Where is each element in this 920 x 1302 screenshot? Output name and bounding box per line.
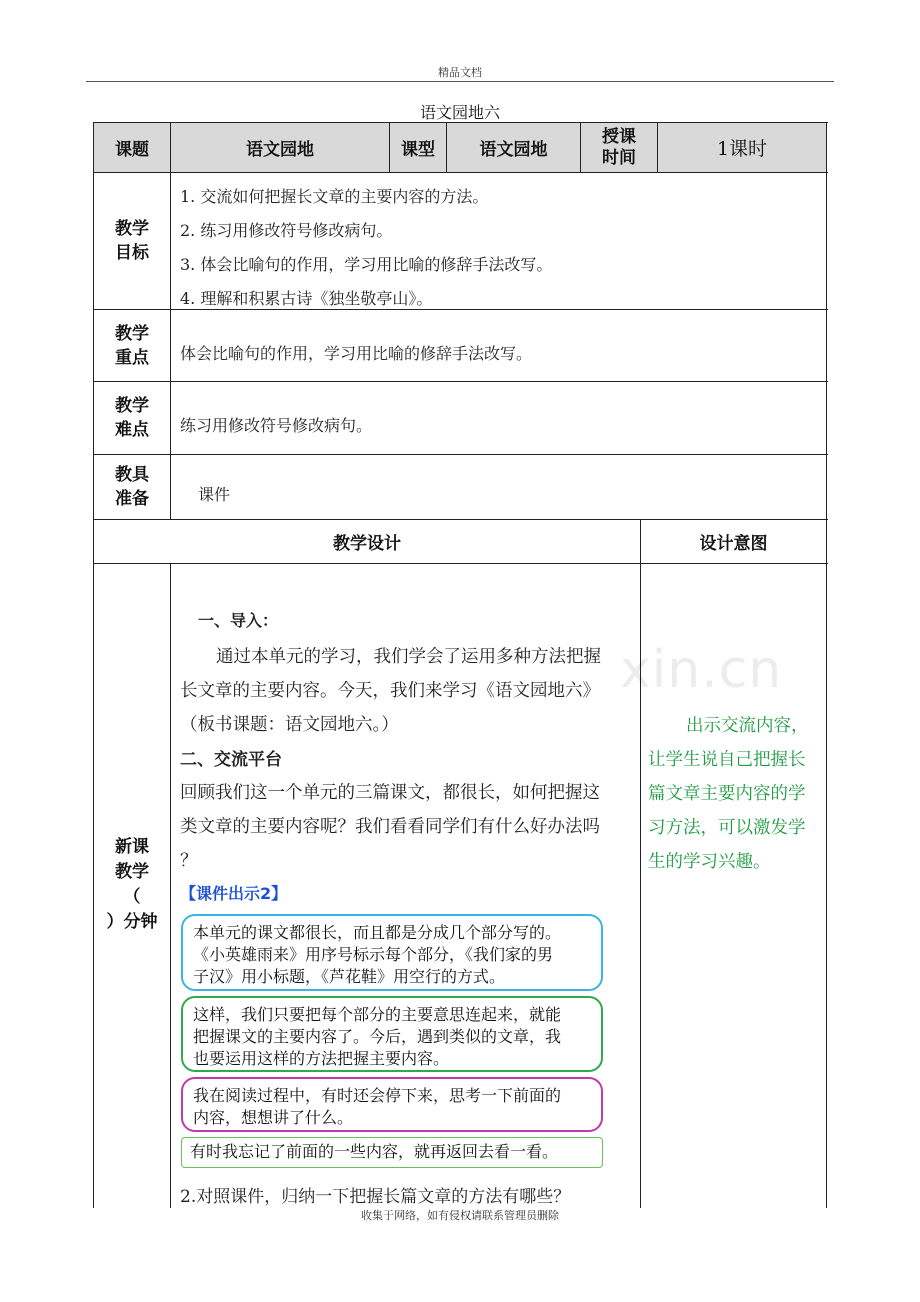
lesson-paragraph-line: ？ [180,851,198,871]
design-header: 教学设计 [333,534,401,554]
table-border [657,122,658,172]
table-border [93,122,94,1208]
cell-time-label: 授课 时间 [581,123,657,172]
cell-type-label: 课型 [390,123,446,172]
table-border [93,454,828,455]
courseware-tag: 【课件出示2】 [180,884,288,903]
table-border [93,309,828,310]
table-border [170,122,171,520]
lesson-paragraph-line: （板书课题：语文园地六。） [180,715,399,735]
label-goals: 教学 目标 [115,219,149,263]
goal-item: 3. 体会比喻句的作用，学习用比喻的修辞手法改写。 [180,255,553,274]
section-exchange-title: 二、交流平台 [180,750,282,770]
intent-header: 设计意图 [699,534,768,554]
table-border [93,563,828,564]
table-border [826,122,827,1208]
lesson-paragraph-line: 通过本单元的学习，我们学会了运用多种方法把握 [216,647,601,667]
cell-topic-value: 语文园地 [171,123,389,172]
page-footer-text: 收集于网络，如有侵权请联系管理员删除 [361,1209,559,1222]
courseware-bubble: 这样，我们只要把每个部分的主要意思连起来，就能 把握课文的主要内容了。今后，遇到类似的文章，我 也要运用这样的方法把握主要内容。 [181,996,603,1072]
courseware-bubble: 本单元的课文都很长，而且都是分成几个部分写的。 《小英雄雨来》用序号标示每个部分，《我们家的男 子汉》用小标题，《芦花鞋》用空行的方式。 [181,914,603,991]
label-tools: 教具 准备 [115,465,149,509]
table-border [93,122,828,123]
question-text: 2.对照课件，归纳一下把握长篇文章的方法有哪些？ [180,1187,571,1207]
table-border [170,563,171,1208]
label-new-lesson: 新课 教学 （ ）分钟 [106,837,158,932]
lesson-paragraph-line: 长文章的主要内容。今天，我们来学习《语文园地六》 [180,681,600,701]
courseware-bubble: 我在阅读过程中，有时还会停下来，思考一下前面的 内容，想想讲了什么。 [181,1077,603,1132]
cell-time-value: 1课时 [658,123,826,172]
table-border [93,519,828,520]
label-difficulties: 教学 难点 [115,396,149,440]
table-border [446,122,447,172]
lesson-paragraph-line: 回顾我们这一个单元的三篇课文，都很长，如何把握这 [180,783,600,803]
table-border [640,519,641,1208]
table-border [93,381,828,382]
design-intent-text: 出示交流内容， 让学生说自己把握长 篇文章主要内容的学 习方法，可以激发学 生的学习兴趣。 [648,716,809,872]
header-divider [86,81,834,82]
table-border [93,172,828,173]
goal-item: 1. 交流如何把握长文章的主要内容的方法。 [180,187,489,206]
document-title: 语文园地六 [419,103,500,122]
cell-topic-label: 课题 [94,123,170,172]
table-border [389,122,390,172]
watermark: xin.cn [620,640,783,700]
label-key-points: 教学 重点 [115,323,149,368]
courseware-bubble: 有时我忘记了前面的一些内容，就再返回去看一看。 [181,1137,603,1168]
goal-item: 2. 练习用修改符号修改病句。 [180,221,393,240]
goal-item: 4. 理解和积累古诗《独坐敬亭山》。 [180,289,433,308]
key-points-text: 体会比喻句的作用，学习用比喻的修辞手法改写。 [180,344,533,363]
lesson-paragraph-line: 类文章的主要内容呢？我们看看同学们有什么好办法吗 [180,817,600,837]
tools-text: 课件 [198,485,231,504]
table-border [580,122,581,172]
page-header-text: 精品文档 [438,66,482,79]
cell-type-value: 语文园地 [447,123,580,172]
difficulties-text: 练习用修改符号修改病句。 [180,416,373,435]
section-intro-title: 一、导入： [198,611,279,630]
